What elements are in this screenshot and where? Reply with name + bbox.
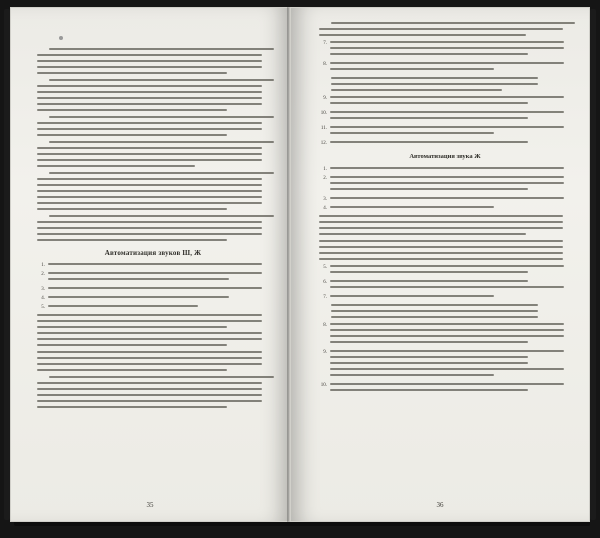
list-item: 9.	[319, 350, 571, 380]
list-item: 7.	[319, 41, 571, 59]
list-item: 3.	[319, 197, 571, 203]
paragraph-block	[37, 172, 269, 210]
list-item: 5.	[37, 305, 269, 311]
exercise-block	[37, 314, 269, 346]
section-heading: Автоматизация звуков Ш, Ж	[104, 249, 202, 257]
list-item: 1.	[319, 167, 571, 173]
exercise-block	[37, 351, 269, 371]
paragraph-block	[37, 141, 269, 167]
exercise-block	[319, 215, 571, 235]
list-item: 8.	[319, 323, 571, 347]
exercise-block	[319, 304, 571, 318]
right-page-text-area	[319, 22, 571, 496]
page-number: 35	[146, 501, 154, 509]
exercise-block	[319, 240, 571, 260]
exercise-block	[319, 77, 571, 91]
paragraph-block	[37, 48, 269, 74]
left-page	[10, 7, 290, 522]
paragraph-block	[37, 79, 269, 111]
list-item: 12.	[319, 141, 571, 147]
list-item: 8.	[319, 62, 571, 74]
list-item: 2.	[37, 272, 269, 284]
book-outer-edge-right	[590, 9, 596, 520]
left-page-text-area	[37, 48, 269, 496]
list-item: 5.	[319, 265, 571, 277]
paragraph-block	[37, 215, 269, 241]
list-item: 6.	[319, 280, 571, 292]
page-number: 36	[436, 501, 444, 509]
list-item: 10.	[319, 383, 571, 395]
paragraph-block	[37, 116, 269, 136]
exercise-block	[37, 376, 269, 408]
paragraph-block	[319, 22, 571, 36]
binding-mark	[59, 36, 63, 40]
list-item: 1.	[37, 263, 269, 269]
list-item: 11.	[319, 126, 571, 138]
list-item: 4.	[37, 296, 269, 302]
list-item: 9.	[319, 96, 571, 108]
list-item: 2.	[319, 176, 571, 194]
section-heading: Автоматизация звука Ж	[409, 153, 481, 160]
list-item: 7.	[319, 295, 571, 301]
list-item: 4.	[319, 206, 571, 212]
list-item: 3.	[37, 287, 269, 293]
right-page	[290, 7, 590, 522]
list-item: 10.	[319, 111, 571, 123]
